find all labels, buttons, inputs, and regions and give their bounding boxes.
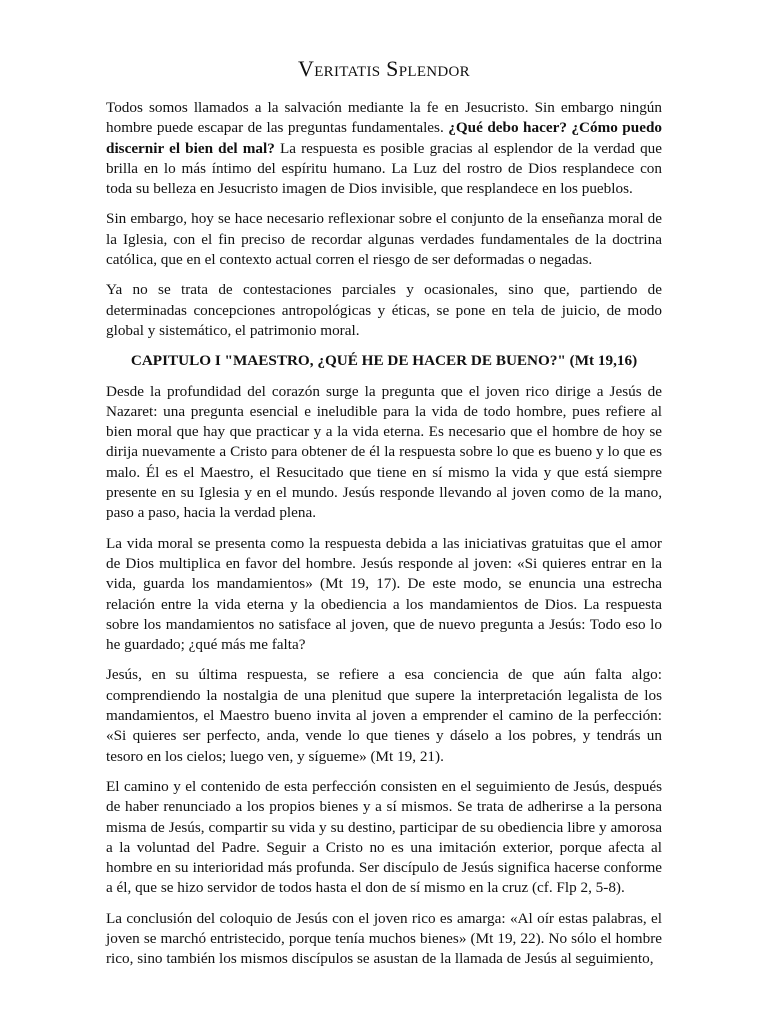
paragraph-1-intro: Todos somos llamados a la salvación mediante la fe en Jesucristo. Sin embargo ningún hombre puede escapar de las preguntas fundamentales. [106,99,662,137]
paragraph-1 [106,98,662,199]
paragraph-7: El camino y el contenido de esta perfección consisten en el seguimiento de Jesús, después de haber renunciado a los propios bienes y a sí mismos. Se trata de adherirse a la persona misma de Jesús, compartir su vida y su destino, participar de su obediencia libre y amorosa a la voluntad del Padre. Seguir a Cristo no es una imitación exterior, porque afecta al hombre en su interioridad más profunda. Ser discípulo de Jesús significa hacerse conforme a él, que se hizo servidor de todos hasta el don de sí mismo en la cruz (cf. Flp 2, 5-8). [106,777,662,897]
chapter-heading: CAPITULO I "MAESTRO, ¿QUÉ HE DE HACER DE BUENO?" (Mt 19,16) [130,352,638,370]
paragraph-1-bold-questions: ¿Qué debo hacer? ¿Cómo puedo discernir el bien del mal? [106,119,662,157]
paragraph-3: Ya no se trata de contestaciones parciales y ocasionales, sino que, partiendo de determinadas concepciones antropológicas y éticas, se pone en tela de juicio, de modo global y sistemático, el patrimonio moral. [106,281,662,339]
document-title: Veritatis Splendor [298,56,470,81]
paragraph-1-rest: La respuesta es posible gracias al esplendor de la verdad que brilla en lo más íntimo del espíritu humano. La Luz del rostro de Dios resplandece con toda su belleza en Jesucristo imagen de Dios invisible, que resplandece en los pueblos. [106,139,662,198]
document-page [106,55,662,980]
paragraph-8: La conclusión del coloquio de Jesús con el joven rico es amarga: «Al oír estas palabras, el joven se marchó entristecido, porque tenía muchos bienes» (Mt 19, 22). No sólo el hombre rico, sino también los mismos discípulos se asustan de la llamada de Jesús al seguimiento, [106,909,662,968]
paragraph-6: Jesús, en su última respuesta, se refiere a esa conciencia de que aún falta algo: comprendiendo la nostalgia de una plenitud que supere la interpretación legalista de los mandamientos, el Maestro bueno invita al joven a emprender el camino de la perfección: «Si quieres ser perfecto, anda, vende lo que tienes y dáselo a los pobres, y tendrás un tesoro en los cielos; luego ven, y sígueme» (Mt 19, 21). [106,666,662,765]
paragraph-4: Desde la profundidad del corazón surge la pregunta que el joven rico dirige a Jesús de Nazaret: una pregunta esencial e ineludible para la vida de todo hombre, pues refiere al bien moral que hay que practicar y a la vida eterna. Es necesario que el hombre de hoy se dirija nuevamente a Cristo para obtener de él la respuesta sobre lo que es bueno y lo que es malo. Él es el Maestro, el Resucitado que tiene en sí mismo la vida y que está siempre presente en su Iglesia y en el mundo. Jesús responde llevando al joven como de la mano, paso a paso, hacia la verdad plena. [106,382,662,522]
paragraph-5: La vida moral se presenta como la respuesta debida a las iniciativas gratuitas que el amor de Dios multiplica en favor del hombre. Jesús responde al joven: «Si quieres entrar en la vida, guarda los mandamientos» (Mt 19, 17). De este modo, se enuncia una estrecha relación entre la vida eterna y la obediencia a los mandamientos de Dios. La respuesta sobre los mandamientos no satisface al joven, que de nuevo pregunta a Jesús: Todo eso lo he guardado; ¿qué más me falta? [106,534,662,654]
paragraph-2: Sin embargo, hoy se hace necesario reflexionar sobre el conjunto de la enseñanza moral de la Iglesia, con el fin preciso de recordar algunas verdades fundamentales de la doctrina católica, que en el contexto actual corren el riesgo de ser deformadas o negadas. [106,210,662,269]
